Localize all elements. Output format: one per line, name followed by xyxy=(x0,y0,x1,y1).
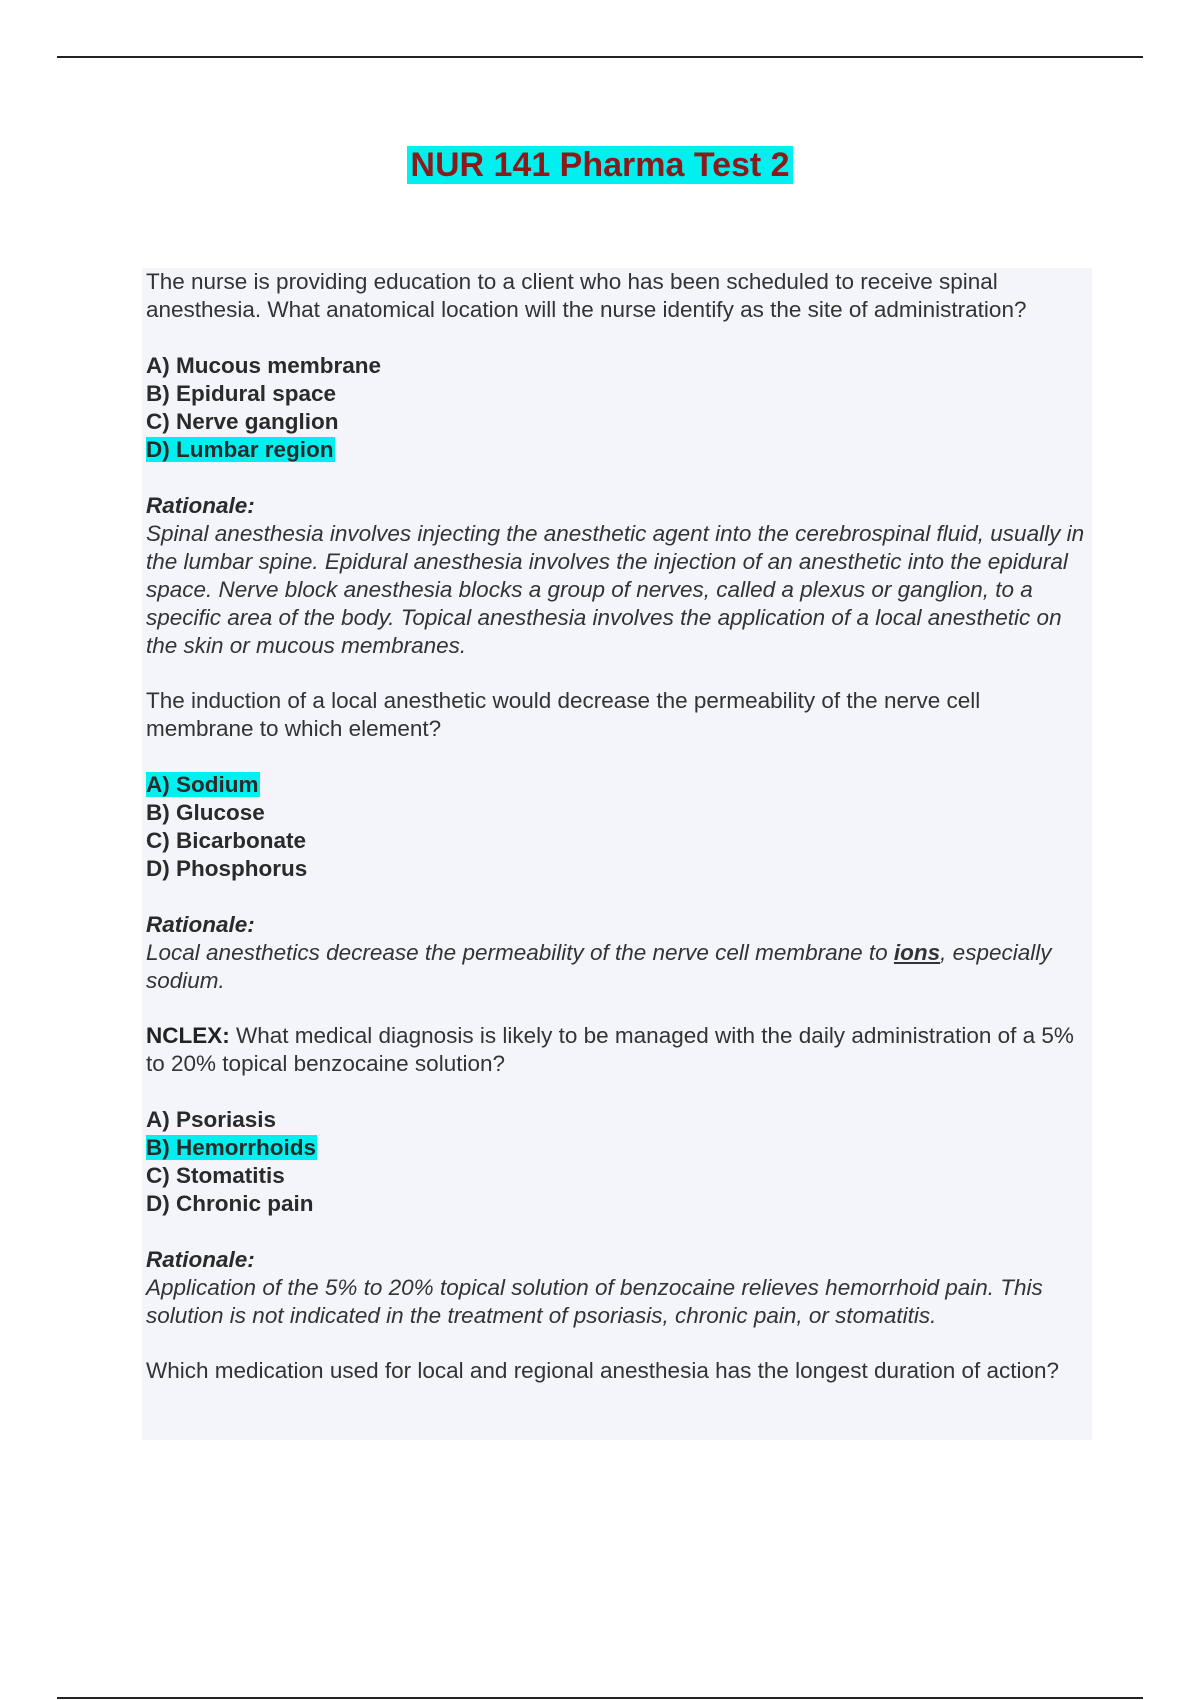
rationale-label-1: Rationale: xyxy=(146,493,255,518)
question-1-options xyxy=(146,352,1092,464)
option-3a: A) Psoriasis xyxy=(146,1107,277,1132)
question-2-options xyxy=(146,771,1092,883)
question-4-text: Which medication used for local and regional anesthesia has the longest duration of action? xyxy=(146,1358,1060,1383)
option-2a-correct xyxy=(146,771,1092,799)
question-4 xyxy=(146,1357,1092,1385)
option-2d: D) Phosphorus xyxy=(146,856,308,881)
nclex-prefix: NCLEX: xyxy=(146,1023,230,1048)
option-2c: C) Bicarbonate xyxy=(146,828,307,853)
question-2-text: The induction of a local anesthetic would decrease the permeability of the nerve cell membrane to which element? xyxy=(146,688,981,741)
rationale-label-2: Rationale: xyxy=(146,912,255,937)
option-1c: C) Nerve ganglion xyxy=(146,409,339,434)
correct-answer-highlight: B) Hemorrhoids xyxy=(146,1135,317,1160)
question-content xyxy=(142,268,1092,1440)
option-3b-correct xyxy=(146,1134,1092,1162)
option-1a: A) Mucous membrane xyxy=(146,353,382,378)
option-3c: C) Stomatitis xyxy=(146,1163,285,1188)
top-divider xyxy=(57,56,1143,58)
correct-answer-highlight: A) Sodium xyxy=(146,772,259,797)
rationale-label-3: Rationale: xyxy=(146,1247,255,1272)
option-1d-correct xyxy=(146,436,1092,464)
question-2 xyxy=(146,687,1092,743)
emphasized-term: ions xyxy=(893,940,941,965)
option-3d: D) Chronic pain xyxy=(146,1191,314,1216)
question-1-text: The nurse is providing education to a client who has been scheduled to receive spinal anesthesia. What anatomical location will the nurse identify as the site of administration? xyxy=(146,269,1027,322)
page-title xyxy=(0,142,1200,188)
question-1 xyxy=(146,268,1092,324)
correct-answer-highlight: D) Lumbar region xyxy=(146,437,334,462)
rationale-1: Spinal anesthesia involves injecting the anesthetic agent into the cerebrospinal fluid, usually in the lumbar spine. Epidural anesthesia involves the injection of an anesthetic into the epidural space. Nerve block anesthesia blocks a group of nerves, called a plexus or ganglion, to a specific area of the body. Topical anesthesia involves the application of a local anesthetic on the skin or mucous membranes. xyxy=(146,521,1085,658)
option-1b: B) Epidural space xyxy=(146,381,337,406)
question-3-text: What medical diagnosis is likely to be managed with the daily administration of a 5% to 20% topical benzocaine solution? xyxy=(146,1023,1074,1076)
rationale-3: Application of the 5% to 20% topical solution of benzocaine relieves hemorrhoid pain. This solution is not indicated in the treatment of psoriasis, chronic pain, or stomatitis. xyxy=(146,1275,1043,1328)
title-text: NUR 141 Pharma Test 2 xyxy=(407,146,792,184)
option-2b: B) Glucose xyxy=(146,800,265,825)
bottom-divider xyxy=(57,1697,1143,1699)
rationale-2: Local anesthetics decrease the permeability of the nerve cell membrane to ions, especially sodium. xyxy=(146,940,1052,993)
question-3 xyxy=(146,1022,1092,1078)
question-3-options xyxy=(146,1106,1092,1218)
